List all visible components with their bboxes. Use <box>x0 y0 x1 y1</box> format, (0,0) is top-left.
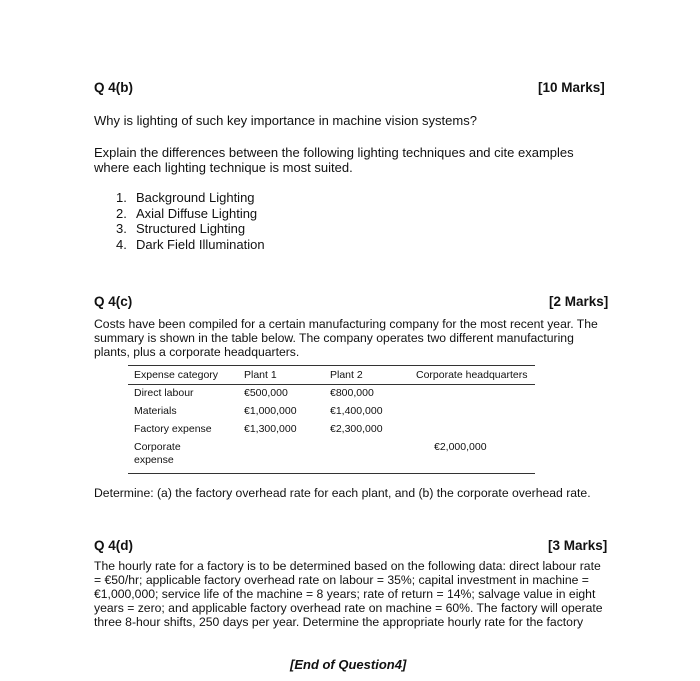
q4d-marks: [3 Marks] <box>548 538 608 553</box>
q4d-line: three 8-hour shifts, 250 days per year. Determine the appropriate hourly rate for the factory <box>94 615 584 629</box>
table-row <box>128 403 535 421</box>
q4c-label: Q 4(c) <box>94 294 133 309</box>
list-item-label: Axial Diffuse Lighting <box>136 205 258 221</box>
q4c-intro-line1: Costs have been compiled for a certain manufacturing company for the most recent year. The <box>94 317 598 331</box>
q4c-intro-line3: plants, plus a corporate headquarters. <box>94 345 300 359</box>
corporate-label-line1: Corporate <box>134 441 181 453</box>
table-header-row <box>128 366 535 385</box>
list-item <box>116 206 265 222</box>
table-cell: €800,000 <box>330 387 374 399</box>
q4d-label: Q 4(d) <box>94 538 133 553</box>
list-item-number: 3. <box>116 221 127 236</box>
table-cell: €2,000,000 <box>410 439 535 474</box>
table-cell: €1,400,000 <box>330 405 383 417</box>
column-header: Expense category <box>128 366 238 385</box>
end-of-question-footer: [End of Question4] <box>290 657 407 672</box>
table-row <box>128 385 535 404</box>
q4c-determine: Determine: (a) the factory overhead rate for each plant, and (b) the corporate overhead rate. <box>94 486 591 500</box>
q4d-line: = €50/hr; applicable factory overhead rate on labour = 35%; capital investment in machine = <box>94 573 589 587</box>
q4d-line: The hourly rate for a factory is to be determined based on the following data: direct labour rate <box>94 559 601 573</box>
table-cell: Materials <box>134 405 177 417</box>
q4b-label: Q 4(b) <box>94 80 133 95</box>
corporate-label-line2: expense <box>134 454 174 466</box>
column-header: Plant 2 <box>324 366 410 385</box>
table-cell: €1,300,000 <box>244 423 297 435</box>
list-item-label: Structured Lighting <box>136 221 246 236</box>
list-item <box>116 221 265 237</box>
list-item <box>116 237 265 253</box>
table-cell: €1,000,000 <box>244 405 297 417</box>
table-cell <box>238 439 324 474</box>
q4c-intro-line2: summary is shown in the table below. The company operates two different manufacturing <box>94 331 574 345</box>
q4d-line: €1,000,000; service life of the machine = 8 years; rate of return = 14%; salvage value in eight <box>94 587 596 601</box>
costs-table <box>128 365 535 474</box>
table-cell <box>128 439 238 474</box>
q4b-question2-line2: where each lighting technique is most suited. <box>94 160 353 175</box>
list-item-label: Dark Field Illumination <box>136 236 265 252</box>
list-item-number: 1. <box>116 190 127 205</box>
q4b-marks: [10 Marks] <box>538 80 605 95</box>
table-cell <box>410 421 535 439</box>
list-item <box>116 190 265 206</box>
table-cell: €2,300,000 <box>330 423 383 435</box>
q4d-line: years = zero; and applicable factory overhead rate on machine = 60%. The factory will operate <box>94 601 603 615</box>
table-cell: Factory expense <box>134 423 212 435</box>
lighting-techniques-list <box>116 190 265 252</box>
list-item-number: 4. <box>116 236 127 252</box>
q4b-question2-line1: Explain the differences between the following lighting techniques and cite examples <box>94 145 574 160</box>
table-cell: €500,000 <box>244 387 288 399</box>
q4b-question1: Why is lighting of such key importance in machine vision systems? <box>94 113 477 128</box>
column-header: Corporate headquarters <box>410 366 535 385</box>
column-header: Plant 1 <box>238 366 324 385</box>
table-row <box>128 421 535 439</box>
table-cell: Direct labour <box>134 387 194 399</box>
table-row <box>128 439 535 474</box>
table-cell <box>324 439 410 474</box>
q4c-marks: [2 Marks] <box>549 294 609 309</box>
table-cell <box>410 385 535 404</box>
table-cell <box>410 403 535 421</box>
list-item-number: 2. <box>116 205 127 221</box>
list-item-label: Background Lighting <box>136 190 255 205</box>
